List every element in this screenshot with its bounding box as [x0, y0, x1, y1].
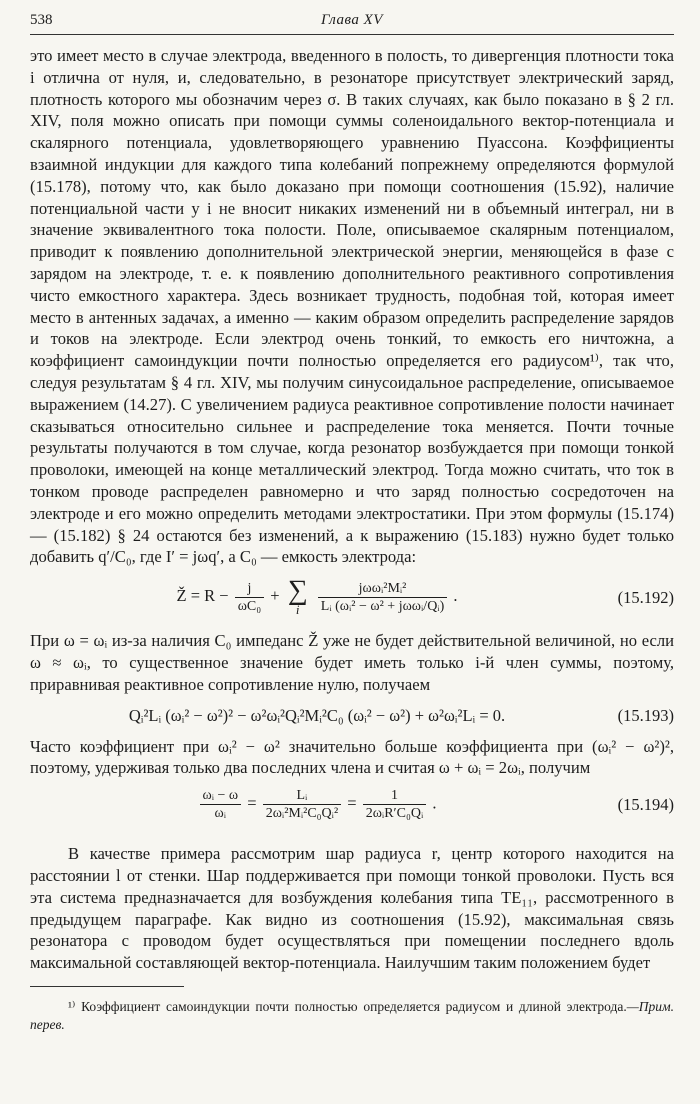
running-title: Глава XV — [321, 12, 383, 28]
eq192-lhs: Ž = R − — [176, 585, 229, 605]
page-number: 538 — [30, 12, 53, 28]
footnote-text: ¹⁾ Коэффициент самоиндукции почти полностью определяется радиусом и длиной электрода. — [68, 998, 627, 1014]
eq192-frac1 — [235, 580, 264, 615]
eq194-eq1: = — [247, 793, 257, 813]
eq194-frac2-num: Lᵢ — [263, 787, 341, 805]
equation-15-192-body — [30, 575, 604, 618]
eq192-tail: . — [453, 585, 458, 605]
paragraph-1: это имеет место в случае электрода, введенного в полость, то дивергенция плотности тока i отлична от нуля, и, следовательно, в резонаторе присутствует электрический заряд, плотность которого мы обозначим через σ. В таких случаях, как было показано в § 2 гл. XIV, поля можно описать при помощи суммы соленоидального вектор-потенциала и скалярного потенциала, удовлетворяющего уравнению Пуассона. Коэффициенты взаимной индукции для каждого типа колебаний попрежнему определяются формулой (15.178), потому что, как было доказано при помощи соотношения (15.92), наличие потенциальной части у i не вносит никаких изменений ни в объемный интеграл, ни в значение эквивалентного тока полости. Поле, описываемое скалярным потенциалом, приводит к появлению дополнительной электрической энергии, меняющейся в фазе с зарядом на электроде, т. е. к появлению дополнительного реактивного сопротивления чисто емкостного характера. Здесь возникает трудность, подобная той, которая имеет место в антенных задачах, а именно — каким образом определить распределение зарядов и токов на электроде. Если электрод очень тонкий, то емкость его ничтожна, а коэффициент самоиндукции почти полностью определяется его радиусом¹⁾, так что, следуя результатам § 4 гл. XIV, мы получим синусоидальное распределение, описываемое выражением (14.27). С увеличением радиуса реактивное сопротивление полости начинает сказываться относительно сильнее и распределение тока меняется. Почти точные результаты получаются в том случае, когда резонатор возбуждается при помощи тонкой проволоки, имеющей на конце металлический электрод. Тогда можно считать, что ток в тонком проводе распределен равномерно и что заряд полностью сосредоточен на электроде и его можно определить методами электростатики. При этом формулы (15.174) — (15.182) § 24 остаются без изменений, а к выражению (15.183) нужно будет только добавить q′/C₀, где I′ = jωq′, а C₀ — емкость электрода: — [30, 46, 674, 567]
eq193-number: (15.193) — [617, 705, 674, 725]
equation-15-193 — [30, 696, 674, 736]
footnote-separator-area — [30, 974, 674, 998]
eq192-frac1-den: ωC₀ — [237, 598, 262, 614]
eq194-body — [30, 787, 604, 822]
eq192-sum-index: i — [295, 602, 300, 618]
eq192-frac1-num: j — [235, 580, 264, 598]
eq194-frac3-den: 2ωᵢR′C₀Qᵢ — [365, 806, 424, 822]
eq194-frac3 — [363, 787, 427, 822]
eq192-sum-symbol: ∑ — [287, 575, 308, 607]
book-page — [30, 8, 674, 1034]
eq194-frac1 — [200, 787, 242, 822]
eq192-plus: + — [270, 585, 280, 605]
paragraph-4: В качестве примера рассмотрим шар радиуса r, центр которого находится на расстоянии l от стенки. Шар поддерживается при помощи тонкой проволоки. Пусть вся эта система предназначается для возбуждения колебания типа TE₁₁, рассмотренного в предыдущем параграфе. Как видно из соотношения (15.92), максимальная связь резонатора с проводом будет осуществляться при помещении последнего вдоль максимальной составляющей вектор-потенциала. Наилучшим таким положением будет — [30, 844, 674, 973]
eq194-frac3-num: 1 — [363, 787, 427, 805]
footnote-rule — [30, 986, 184, 987]
eq194-tail: . — [432, 793, 437, 813]
equation-15-192 — [30, 570, 674, 630]
equation-15-194 — [30, 779, 674, 839]
footnote-note: —Прим. перев. — [30, 998, 674, 1032]
eq192-frac2-num: jωωᵢ²Mᵢ² — [318, 580, 447, 598]
page-header — [30, 8, 674, 35]
eq194-eq2: = — [347, 793, 357, 813]
eq194-frac2-den: 2ωᵢ²Mᵢ²C₀Qᵢ² — [265, 806, 339, 822]
footnote — [30, 998, 674, 1034]
eq192-number: (15.192) — [617, 588, 674, 608]
eq194-frac1-den: ωᵢ — [214, 806, 227, 822]
eq192-frac2-den: Lᵢ (ωᵢ² − ω² + jωωᵢ/Qᵢ) — [320, 598, 445, 614]
eq194-frac1-num: ωᵢ − ω — [200, 787, 242, 805]
eq194-frac2 — [263, 787, 341, 822]
eq192-frac2 — [318, 580, 447, 615]
eq192-sum — [287, 575, 308, 618]
eq194-number: (15.194) — [617, 795, 674, 815]
paragraph-3: Часто коэффициент при ωᵢ² − ω² значительно больше коэффициента при (ωᵢ² − ω²)², поэтому, удерживая только два последних члена и считая ω + ωᵢ = 2ωᵢ, получим — [30, 736, 674, 778]
paragraph-2: При ω = ωᵢ из-за наличия C₀ импеданс Ž уже не будет действительной величиной, но если ω ≈ ωᵢ, то существенное значение будет иметь только i-й член суммы, поэтому, приравнивая реактивное сопротивление нулю, получаем — [30, 631, 674, 694]
eq193-body: Qᵢ²Lᵢ (ωᵢ² − ω²)² − ω²ωᵢ²Qᵢ²Mᵢ²C₀ (ωᵢ² − ω²) + ω²ωᵢ²Lᵢ = 0. — [128, 705, 506, 725]
